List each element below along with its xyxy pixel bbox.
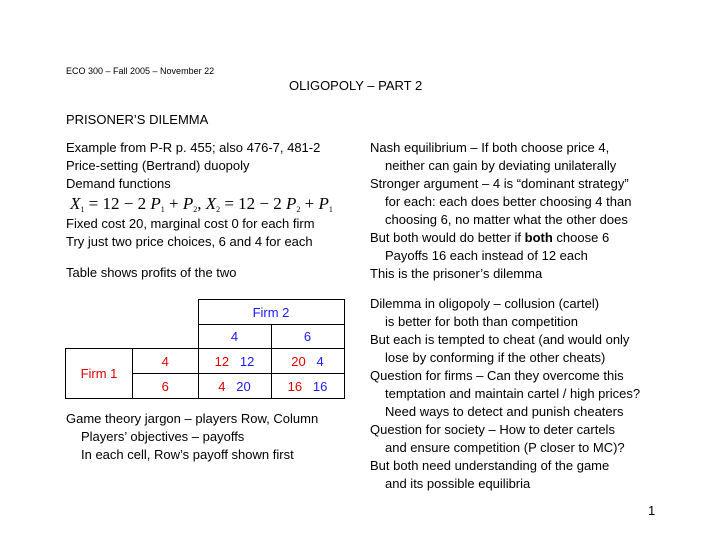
eq-sep: , [197, 194, 206, 213]
text-line: Question for firms – Can they overcome this [370, 368, 624, 383]
col-payoff: 4 [316, 353, 324, 369]
text-line: Try just two price choices, 6 and 4 for each [66, 234, 313, 249]
col-payoff: 12 [239, 353, 255, 369]
text-line: Fixed cost 20, marginal cost 0 for each firm [66, 216, 315, 231]
row-player-label: Firm 1 [66, 349, 133, 398]
col-choice: 6 [271, 325, 344, 349]
eq-sub: 1 [328, 205, 333, 214]
col-payoff: 20 [236, 378, 251, 394]
text-line: Need ways to detect and punish cheaters [385, 404, 624, 419]
eq-op: + [164, 194, 183, 213]
text-line: neither can gain by deviating unilaterally [385, 158, 617, 173]
intro-lines [66, 139, 320, 193]
course-header: ECO 300 – Fall 2005 – November 22 [66, 66, 215, 76]
text-line: Example from P-R p. 455; also 476-7, 481-2 [66, 140, 321, 155]
text-line: But both need understanding of the game [370, 458, 610, 473]
slide-title: OLIGOPOLY – PART 2 [289, 78, 423, 93]
text-line: temptation and maintain cartel / high prices? [385, 386, 641, 401]
eq-op: = 12 − 2 [84, 194, 151, 213]
text-line: choosing 6, no matter what the other does [385, 212, 628, 227]
empty-cell [66, 325, 199, 349]
section-heading: PRISONER’S DILEMMA [66, 112, 209, 127]
page-number: 1 [648, 503, 656, 518]
eq-var: P [150, 194, 161, 213]
eq-op: = 12 − 2 [220, 194, 287, 213]
text-line: Payoffs 16 each instead of 12 each [385, 248, 588, 263]
eq-sub: 2 [296, 205, 301, 214]
row-payoff: 16 [287, 378, 303, 394]
empty-cell [66, 300, 199, 325]
eq-op: + [300, 194, 319, 213]
text-line: Price-setting (Bertrand) duopoly [66, 158, 250, 173]
row-payoff: 4 [218, 378, 226, 394]
eq-sub: 1 [80, 205, 85, 214]
text-line: Game theory jargon – players Row, Column [66, 411, 319, 426]
jargon-lines [66, 410, 318, 464]
payoff-cell [271, 349, 344, 374]
text-line: This is the prisoner’s dilemma [370, 266, 543, 281]
eq-var: P [182, 194, 194, 213]
payoff-cell [198, 349, 271, 374]
text-line: and ensure competition (P closer to MC)? [385, 440, 625, 455]
row-payoff: 20 [291, 353, 306, 369]
text-line: In each cell, Row’s payoff shown first [81, 447, 294, 462]
row-choice: 6 [161, 378, 169, 394]
both-pre: But both would do better if [370, 230, 525, 245]
text-line: Table shows profits of the two [66, 265, 237, 280]
spacer [370, 283, 640, 295]
payoff-table [65, 299, 345, 399]
eq-var: P [286, 194, 297, 213]
col-player-label: Firm 2 [198, 300, 344, 325]
eq-var: X [70, 194, 81, 213]
row-payoff: 12 [214, 353, 230, 369]
text-line: Dilemma in oligopoly – collusion (cartel) [370, 296, 600, 311]
text-line: is better for both than competition [385, 314, 578, 329]
cost-lines [66, 215, 315, 251]
text-line: and its possible equilibria [385, 476, 531, 491]
text-line: Stronger argument – 4 is “dominant strategy” [370, 176, 629, 191]
text-line: Nash equilibrium – If both choose price 4, [370, 140, 610, 155]
both-post: choose 6 [552, 230, 610, 245]
eq-sub: 1 [160, 205, 165, 214]
row-player-cell [66, 349, 199, 399]
text-line: Question for society – How to deter cartels [370, 422, 615, 437]
eq-sub: 2 [193, 205, 198, 214]
right-column [370, 139, 640, 493]
table-caption [66, 264, 237, 282]
text-line: for each: each does better choosing 4 than [385, 194, 632, 209]
col-choice: 4 [198, 325, 271, 349]
eq-var: P [318, 194, 329, 213]
text-line: But each is tempted to cheat (and would only [370, 332, 630, 347]
row-choice: 4 [133, 349, 198, 374]
eq-var: X [205, 194, 217, 213]
both-bold: both [524, 230, 553, 245]
eq-sub: 2 [216, 205, 221, 214]
payoff-cell [198, 374, 271, 399]
text-line: lose by conforming if the other cheats) [385, 350, 606, 365]
payoff-cell [271, 374, 344, 399]
text-line: Players’ objectives – payoffs [81, 429, 245, 444]
col-payoff: 16 [312, 378, 328, 394]
text-line: Demand functions [66, 176, 171, 191]
text-line [370, 229, 640, 247]
